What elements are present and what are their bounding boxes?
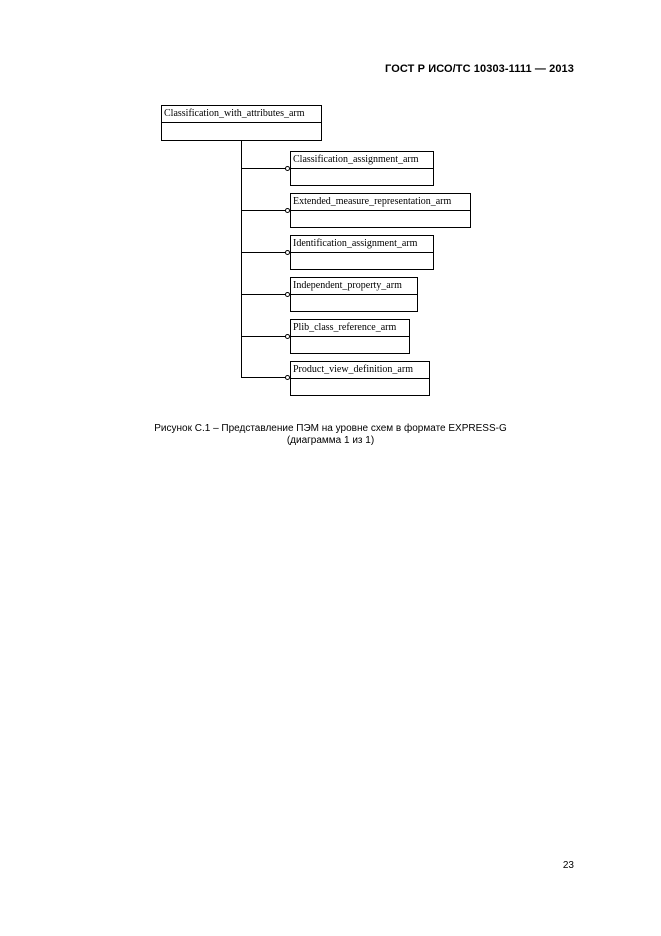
schema-box-child xyxy=(290,235,434,270)
schema-box-child-label: Extended_measure_representation_arm xyxy=(291,194,470,211)
schema-box-root xyxy=(161,105,322,141)
connector-line xyxy=(241,294,286,295)
schema-box-child xyxy=(290,193,471,228)
page-number: 23 xyxy=(562,860,574,871)
figure-caption xyxy=(0,423,661,447)
connector-line xyxy=(241,336,286,337)
schema-box-child xyxy=(290,361,430,396)
connector-line xyxy=(241,377,286,378)
connector-line xyxy=(241,210,286,211)
schema-box-child xyxy=(290,319,410,354)
connector-line xyxy=(241,252,286,253)
schema-box-child-label: Plib_class_reference_arm xyxy=(291,320,409,337)
connector-line xyxy=(241,168,286,169)
schema-box-child-label: Identification_assignment_arm xyxy=(291,236,433,253)
schema-box-child xyxy=(290,151,434,186)
schema-box-child-label: Classification_assignment_arm xyxy=(291,152,433,169)
schema-box-root-label: Classification_with_attributes_arm xyxy=(162,106,321,123)
express-g-diagram xyxy=(0,0,661,400)
figure-caption-line2: (диаграмма 1 из 1) xyxy=(286,435,375,446)
connector-trunk xyxy=(241,141,242,377)
schema-box-child-label: Product_view_definition_arm xyxy=(291,362,429,379)
schema-box-child-label: Independent_property_arm xyxy=(291,278,417,295)
document-header: ГОСТ Р ИСО/ТС 10303-1111 — 2013 xyxy=(385,63,574,75)
schema-box-child xyxy=(290,277,418,312)
figure-caption-line1: Рисунок С.1 – Представление ПЭМ на уровне схем в формате EXPRESS-G xyxy=(154,423,507,434)
